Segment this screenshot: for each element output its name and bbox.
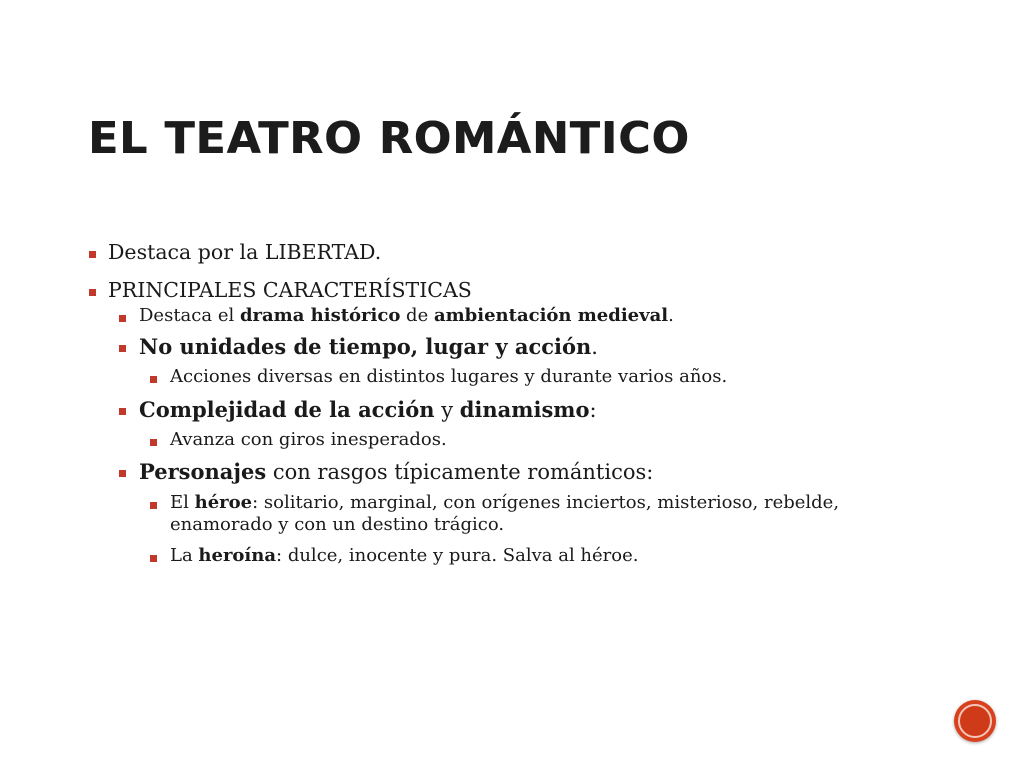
square-bullet-icon — [150, 439, 157, 446]
bullet-no-unidades — [88, 334, 948, 360]
bullet-text-part: . — [668, 305, 674, 327]
bullet-avanza — [88, 429, 930, 452]
square-bullet-icon — [119, 408, 126, 415]
bullet-text-part: El — [170, 491, 195, 513]
bullet-bold-text: heroína — [198, 544, 277, 566]
square-bullet-icon — [119, 315, 126, 322]
bullet-text-part: de — [400, 305, 434, 327]
square-bullet-icon — [89, 251, 96, 258]
circle-icon — [958, 704, 992, 738]
bullet-libertad — [88, 240, 948, 266]
bullet-acciones-diversas — [88, 366, 930, 389]
slide-title: EL TEATRO ROMÁNTICO — [88, 113, 690, 164]
square-bullet-icon — [119, 470, 126, 477]
next-slide-button[interactable] — [954, 700, 996, 742]
bullet-bold-text: Personajes — [139, 459, 267, 485]
square-bullet-icon — [150, 502, 157, 509]
bullet-bold-text: dinamismo — [459, 396, 590, 422]
bullet-bold-text: drama histórico — [239, 305, 401, 327]
square-bullet-icon — [89, 289, 96, 296]
bullet-complejidad — [88, 397, 948, 423]
bullet-text-part: La — [170, 544, 199, 566]
bullet-principales — [88, 278, 948, 304]
square-bullet-icon — [150, 555, 157, 562]
bullet-text: Destaca por la LIBERTAD. — [108, 240, 382, 264]
bullet-text-part: y — [434, 397, 460, 422]
bullet-text-part: con rasgos típicamente románticos: — [266, 460, 654, 485]
bullet-text-part: : — [589, 397, 597, 422]
bullet-bold-text: Complejidad de la acción — [139, 396, 435, 422]
bullet-text-part: Destaca el — [139, 305, 240, 327]
bullet-text-part: : solitario, marginal, con orígenes inciertos, misterioso, rebelde, enamorado y con un destino trágico. — [170, 491, 840, 535]
bullet-text-part: . — [591, 334, 598, 359]
bullet-bold-text: héroe — [194, 491, 253, 513]
bullet-bold-text: No unidades de tiempo, lugar y acción — [139, 333, 592, 359]
bullet-text-part: : dulce, inocente y pura. Salva al héroe. — [276, 544, 639, 566]
bullet-text: Avanza con giros inesperados. — [170, 428, 447, 450]
square-bullet-icon — [119, 345, 126, 352]
bullet-text: PRINCIPALES CARACTERÍSTICAS — [108, 277, 472, 302]
bullet-heroe — [88, 492, 930, 537]
bullet-drama-historico — [88, 305, 948, 328]
bullet-heroina — [88, 545, 930, 568]
bullet-text: Acciones diversas en distintos lugares y durante varios años. — [170, 366, 728, 387]
bullet-personajes — [88, 459, 948, 485]
square-bullet-icon — [150, 376, 157, 383]
bullet-list — [88, 240, 948, 567]
bullet-bold-text: ambientación medieval — [433, 305, 669, 327]
